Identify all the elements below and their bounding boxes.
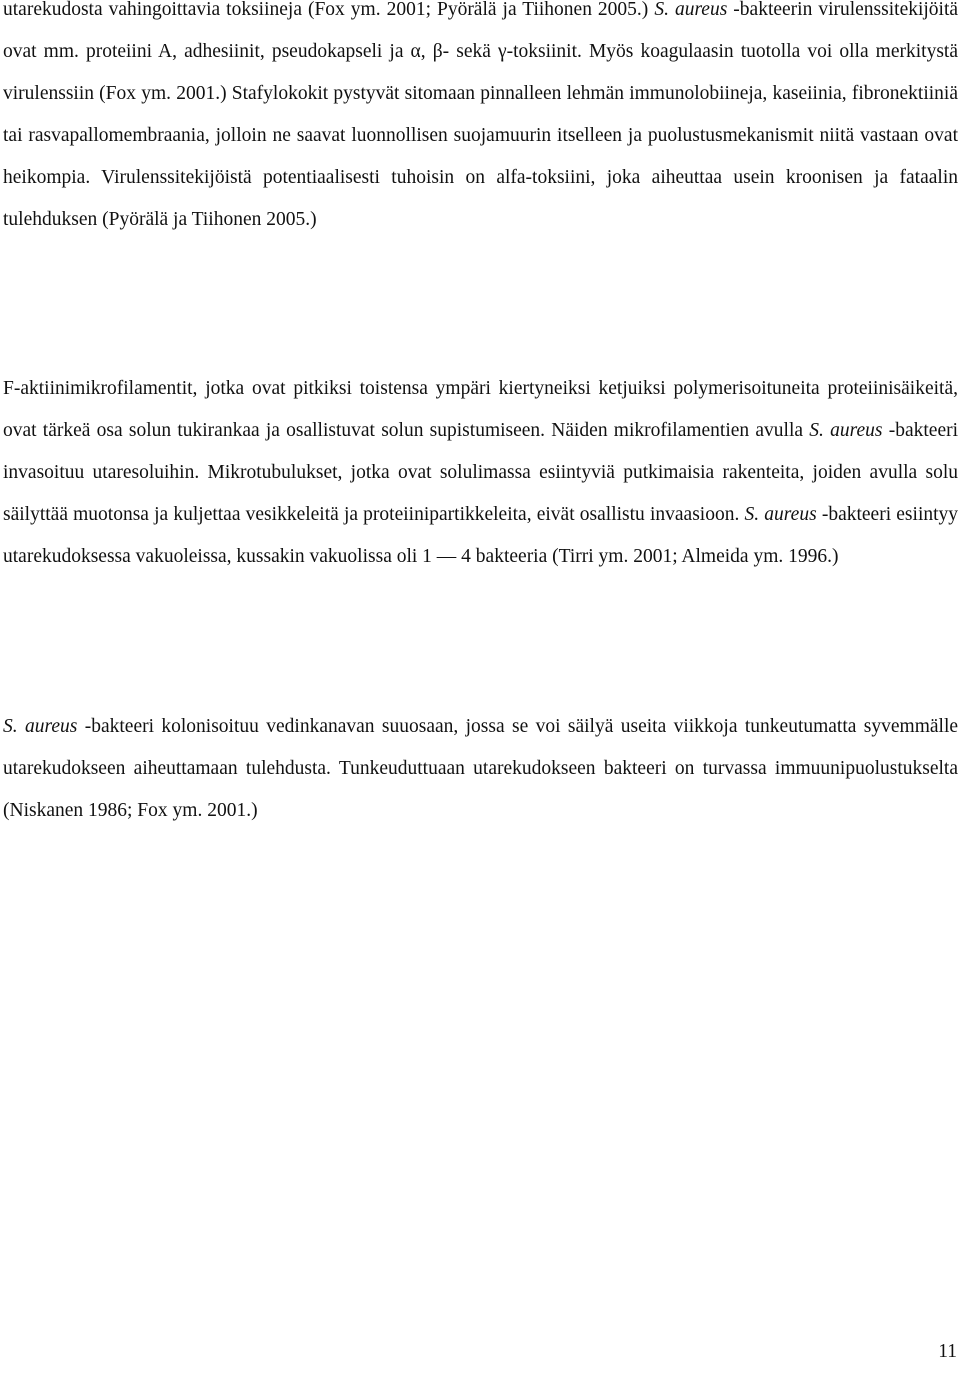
species-name: aureus: [25, 716, 78, 737]
species-name: aureus: [674, 0, 728, 20]
species-name: aureus: [830, 420, 883, 441]
paragraph-1-text-b: -bakteerin virulenssitekijöitä ovat mm. proteiini A, adhesiinit, pseudokapseli ja α, β- sekä γ-toksiinit. Myös koagulaasin tuotolla voi olla merkitystä virulenssiin (Fox ym. 2001.) Stafylokokit pystyvät sitomaan pinnalleen lehmän immunolobiineja, kaseiinia, fibronektiiniä tai rasvapallomembraania, jolloin ne saavat luonnollisen suojamuurin itselleen ja puolustusmekanismit niitä vastaan ovat heikompia. Virulenssitekijöistä potentiaalisesti tuhoisin on alfa-toksiini, joka aiheuttaa usein kroonisen ja fataalin tulehduksen (Pyörälä ja Tiihonen 2005.): [3, 0, 959, 230]
paragraph-1-text-a: utarekudosta vahingoittavia toksiineja (Fox ym. 2001; Pyörälä ja Tiihonen 2005.): [3, 0, 649, 20]
species-genus: S.: [654, 0, 669, 20]
paragraph-2-text-b: -bakteeri invasoituu utaresoluihin. Mikrotubulukset, jotka ovat solulimassa esiintyviä putkimaisia rakenteita, joiden avulla solu säilyttää muotonsa ja kuljettaa vesikkeleitä ja proteiinipartikkeleita, eivät osallistu invaasioon.: [3, 420, 959, 525]
species-name: aureus: [764, 504, 817, 525]
paragraph-virulence-factors: [3, 0, 958, 241]
paragraph-2-text-c: -bakteeri esiintyy utarekudoksessa vakuoleissa, kussakin vakuolissa oli 1 — 4 bakteeria (Tirri ym. 2001; Almeida ym. 1996.): [3, 504, 959, 567]
species-genus: S.: [744, 504, 760, 525]
page-number: 11: [938, 1341, 957, 1362]
paragraph-2-text-a: F-aktiinimikrofilamentit, jotka ovat pitkiksi toistensa ympäri kiertyneiksi ketjuiksi polymerisoituneita proteiinisäikeitä, ovat tärkeä osa solun tukirankaa ja osallistuvat solun supistumiseen. Näiden mikrofilamentien avulla: [3, 378, 958, 441]
paragraph-3-text-a: -bakteeri kolonisoituu vedinkanavan suuosaan, jossa se voi säilyä useita viikkoja tunkeutumatta syvemmälle utarekudokseen aiheuttamaan tulehdusta. Tunkeuduttuaan utarekudokseen bakteeri on turvassa immuunipuolustukselta (Niskanen 1986; Fox ym. 2001.): [3, 716, 959, 821]
species-genus: S.: [809, 420, 824, 441]
species-genus: S.: [3, 716, 18, 737]
paragraph-microfilaments: [3, 368, 958, 578]
paragraph-colonization: [3, 706, 958, 832]
